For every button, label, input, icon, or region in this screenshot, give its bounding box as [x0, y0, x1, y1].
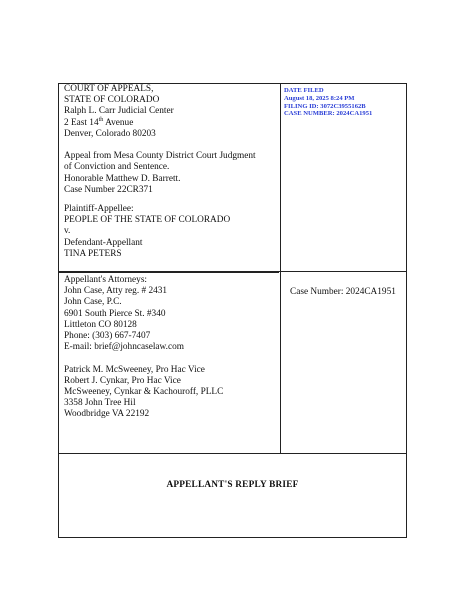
attorney-line: John Case, P.C.	[64, 297, 122, 308]
party-line: v.	[64, 226, 71, 237]
address-number: 2 East 14	[64, 117, 99, 128]
appeal-line: of Conviction and Sentence.	[64, 162, 170, 173]
attorney-line: 3358 John Tree Hil	[64, 398, 136, 409]
appeal-line: Appeal from Mesa County District Court Judgment	[64, 151, 256, 162]
attorney-line: Robert J. Cynkar, Pro Hac Vice	[64, 375, 181, 386]
attorney-line: Patrick M. McSweeney, Pro Hac Vice	[64, 364, 205, 375]
court-line: Denver, Colorado 80203	[64, 128, 156, 139]
court-line: STATE OF COLORADO	[64, 95, 160, 106]
stamp-date-filed: DATE FILED	[284, 87, 324, 94]
parties-block	[64, 204, 230, 260]
stamp-filing-id: FILING ID: 3072C3955162B	[284, 102, 366, 110]
address-suffix: th	[98, 116, 104, 123]
attorney-email: E-mail: brief@johncaselaw.com	[64, 342, 184, 353]
address-rest: Avenue	[103, 117, 134, 128]
attorney-line: John Case, Atty reg. # 2431	[64, 286, 168, 297]
row-divider	[59, 271, 406, 272]
court-address	[64, 118, 256, 129]
case-number-box: Case Number: 2024CA1951	[290, 287, 396, 297]
row-divider	[59, 272, 279, 273]
party-line: Defendant-Appellant	[64, 237, 143, 248]
appeal-line: Honorable Matthew D. Barrett.	[64, 173, 181, 184]
stamp-case-number: CASE NUMBER: 2024CA1951	[284, 110, 373, 118]
court-line: Ralph L. Carr Judicial Center	[64, 106, 174, 117]
row-divider	[59, 453, 406, 454]
party-line: TINA PETERS	[64, 248, 122, 259]
attorney-line: Woodbridge VA 22192	[64, 409, 150, 420]
attorneys-block	[64, 275, 223, 420]
attorney-line: Phone: (303) 667-7407	[64, 330, 151, 341]
stamp-date: August 18, 2025 8:24 PM	[284, 94, 355, 102]
party-line: PEOPLE OF THE STATE OF COLORADO	[64, 215, 231, 226]
attorneys-heading: Appellant's Attorneys:	[64, 275, 148, 285]
document-title: APPELLANT'S REPLY BRIEF	[166, 480, 299, 490]
attorney-line: McSweeney, Cynkar & Kachouroff, PLLC	[64, 386, 224, 397]
appeal-line: Case Number 22CR371	[64, 184, 153, 195]
attorney-line: Littleton CO 80128	[64, 319, 137, 330]
column-divider	[280, 84, 281, 453]
filing-stamp	[284, 87, 372, 118]
court-block	[64, 84, 256, 196]
court-line: COURT OF APPEALS,	[64, 84, 154, 94]
attorney-line: 6901 South Pierce St. #340	[64, 308, 166, 319]
party-line: Plaintiff-Appellee:	[64, 204, 134, 214]
